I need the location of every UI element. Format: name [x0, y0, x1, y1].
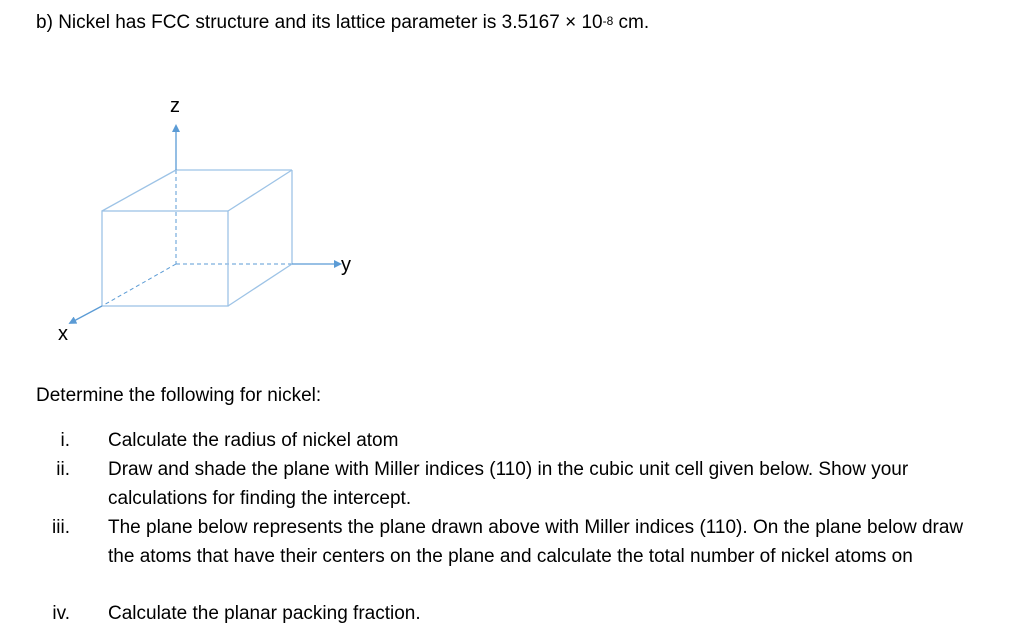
y-axis-label: y: [341, 254, 351, 276]
task-number: iv.: [52, 603, 70, 624]
z-axis-label: z: [170, 95, 180, 117]
instruction-text: Determine the following for nickel:: [36, 385, 322, 406]
cube-bottom-right-depth-edge: [228, 264, 292, 306]
task-text: Calculate the planar packing fraction.: [108, 603, 421, 624]
x-axis-arrow: [72, 306, 102, 322]
task-text: Draw and shade the plane with Miller indices (110) in the cubic unit cell given below. Show your calculations for finding the intercept.: [108, 459, 909, 509]
cube-front-face: [102, 211, 228, 306]
question-label: b): [36, 12, 53, 33]
task-text: The plane below represents the plane drawn above with Miller indices (110). On the plane below draw the atoms that have their centers on the plane and calculate the total number of nickel atoms on: [108, 517, 964, 567]
task-number: iii.: [52, 517, 70, 538]
cube-top-left-depth-edge: [102, 170, 176, 211]
exponent: -8: [602, 14, 614, 28]
hidden-edge-depth: [102, 264, 176, 306]
unit: cm.: [618, 12, 650, 33]
cube-top-right-depth-edge: [228, 170, 292, 211]
x-axis-label: x: [58, 323, 68, 345]
question-text: Nickel has FCC structure and its lattice parameter is 3.5167 × 10: [58, 12, 603, 33]
cube-edges: [102, 170, 292, 306]
task-text: Calculate the radius of nickel atom: [108, 430, 399, 451]
task-number: ii.: [56, 459, 70, 480]
task-number: i.: [60, 430, 70, 451]
hidden-edges: [102, 170, 292, 306]
